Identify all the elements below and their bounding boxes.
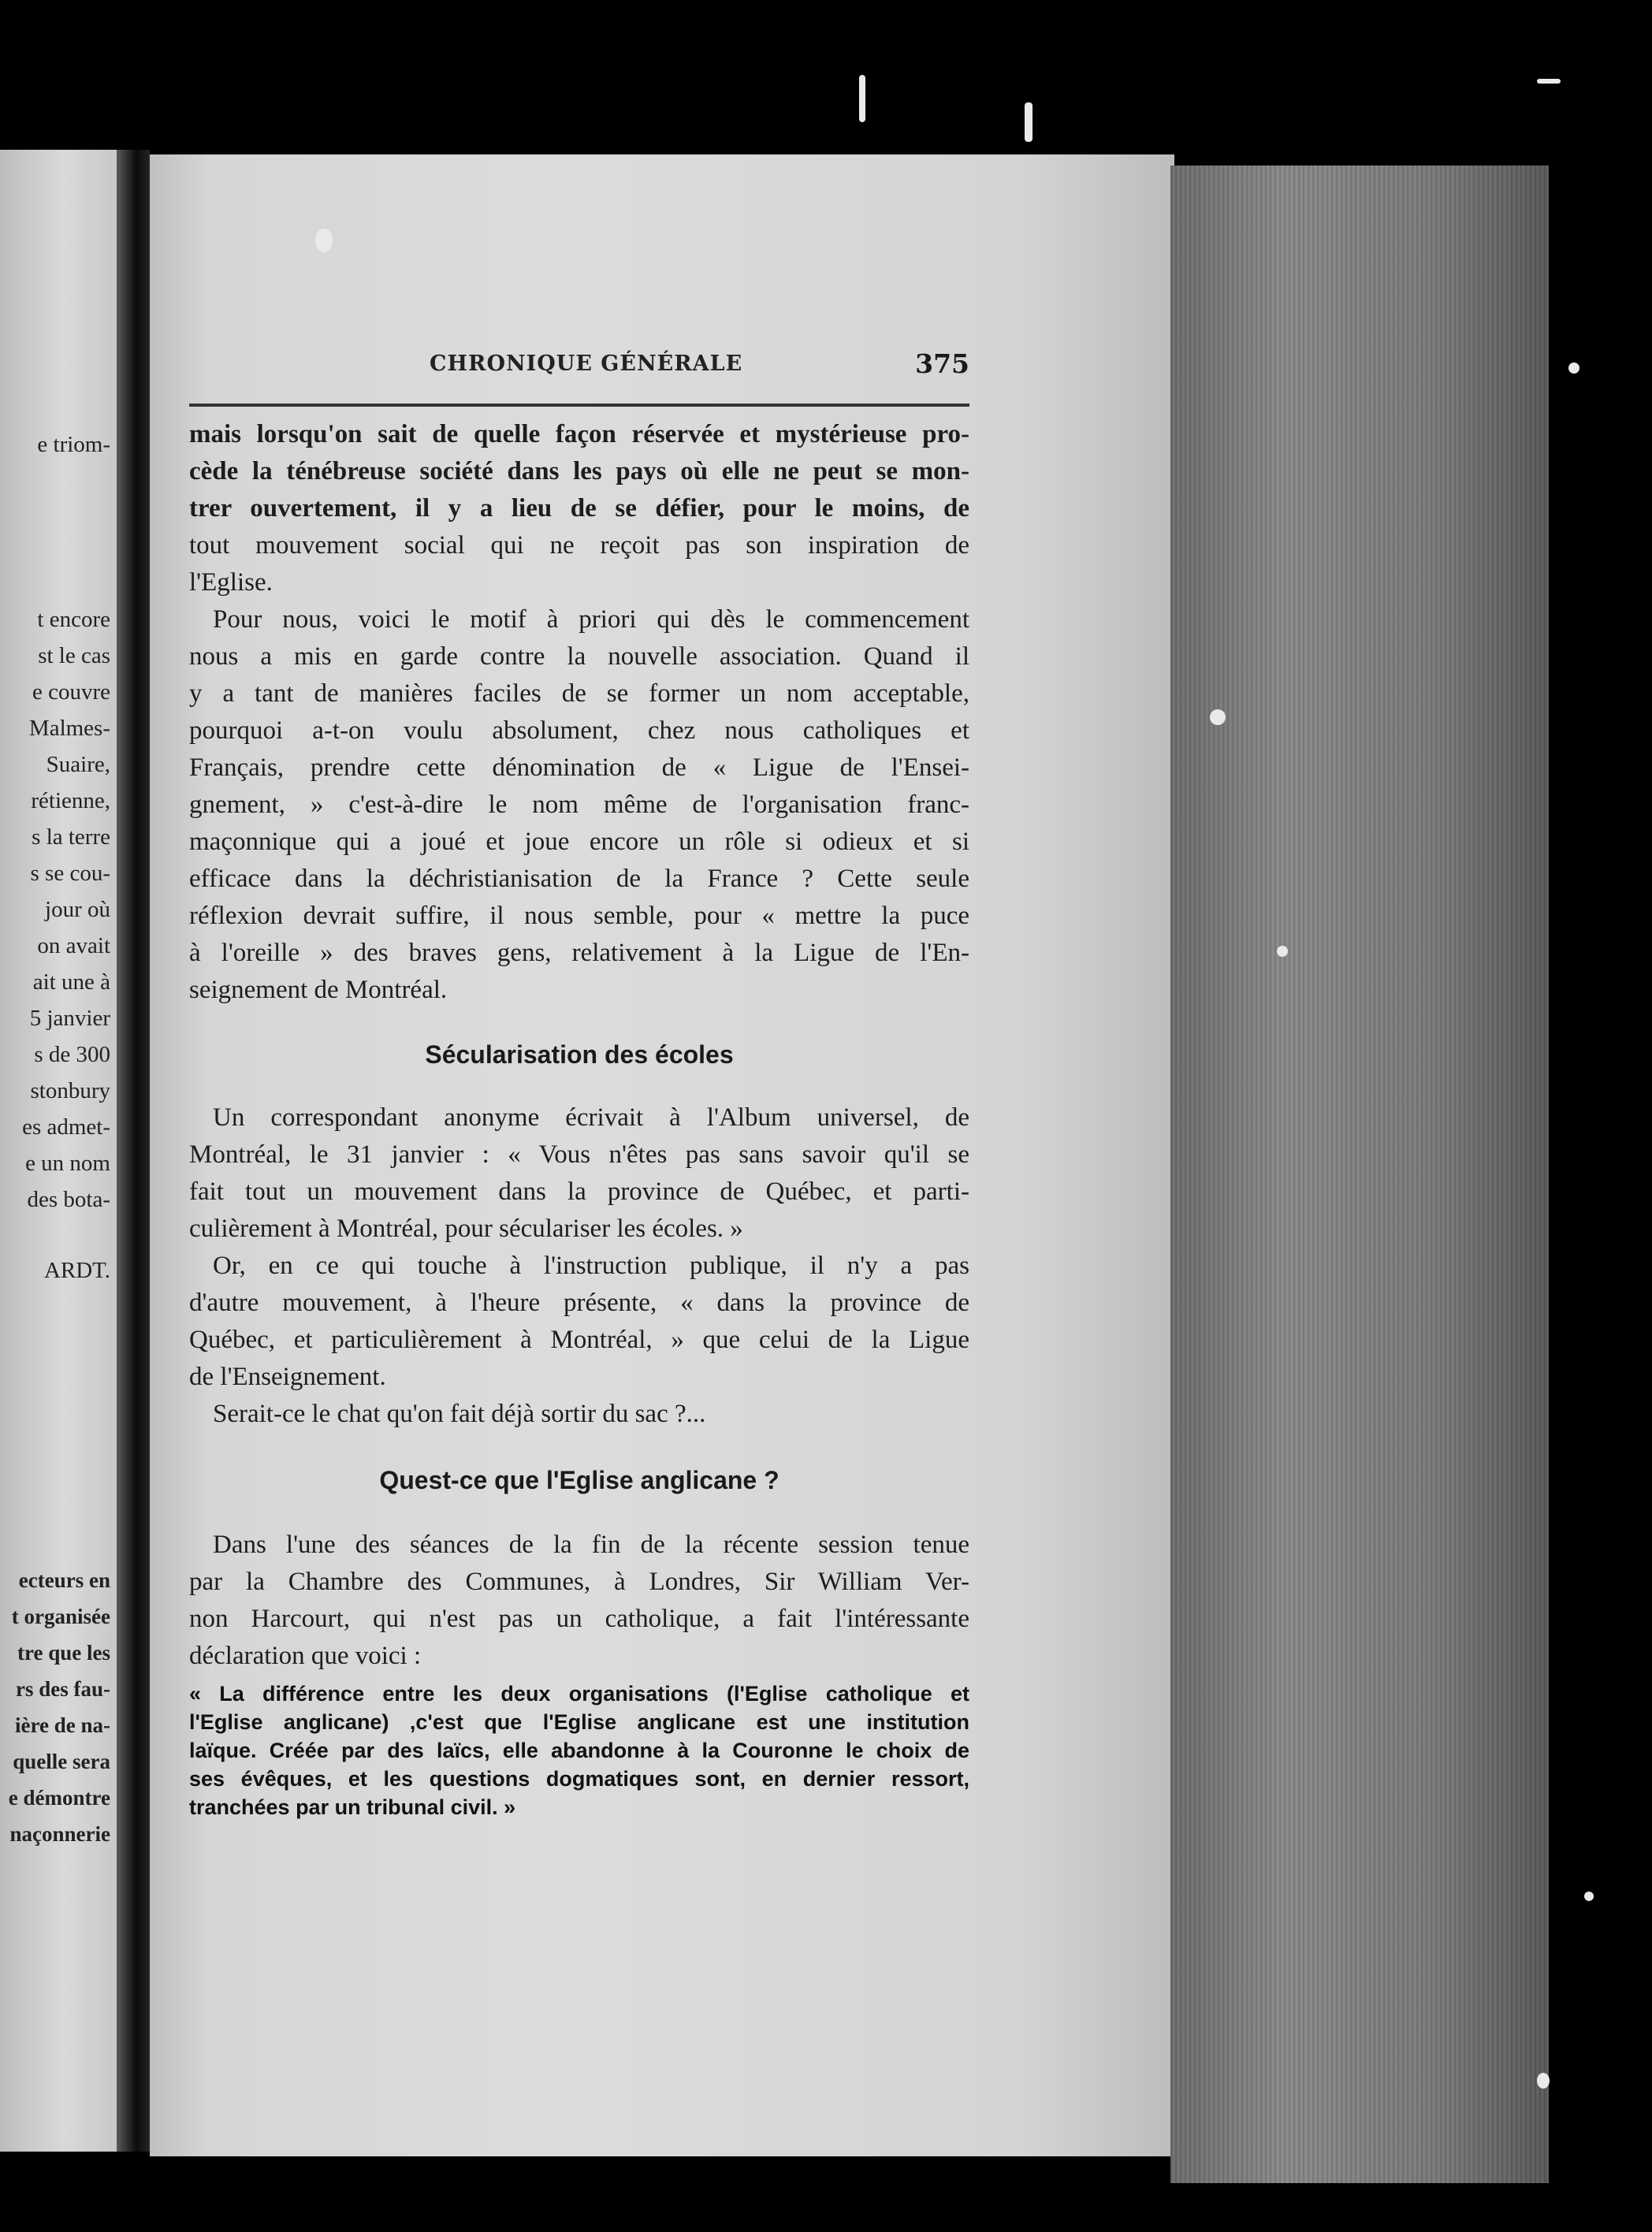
scan-dust: [1537, 79, 1561, 84]
section-2-body: [189, 1527, 969, 1675]
text-line: cède la ténébreuse société dans les pays où elle ne peut se mon-: [189, 457, 969, 485]
text-line: trer ouvertement, il y a lieu de se défier, pour le moins, de: [189, 494, 969, 523]
text-line: maçonnique qui a joué et joue encore un rôle si odieux et si: [189, 828, 969, 856]
left-page-fragment: Malmes-: [28, 716, 110, 741]
scan-dust: [315, 229, 333, 252]
text-line: déclaration que voici :: [189, 1642, 422, 1670]
paragraph-2: [189, 601, 969, 1009]
page-number: 375: [915, 348, 969, 379]
scan-dust: [1025, 102, 1032, 142]
section-heading-eglise-anglicane: Quest-ce que l'Eglise anglicane ?: [379, 1466, 779, 1494]
quote-line: ses évêques, et les questions dogmatiques sont, en dernier ressort,: [189, 1767, 969, 1791]
text-line: non Harcourt, qui n'est pas un catholique, a fait l'intéressante: [189, 1605, 969, 1633]
body-text: [189, 416, 969, 1821]
left-page-fragment: st le cas: [38, 643, 110, 668]
page-block-edge: [1170, 166, 1549, 2183]
left-page-fragment: e couvre: [32, 679, 110, 705]
scan-dust: [1210, 709, 1226, 725]
scan-dust: [1584, 1892, 1594, 1901]
text-line: mais lorsqu'on sait de quelle façon réservée et mystérieuse pro-: [189, 420, 969, 448]
left-page-fragment: s se cou-: [30, 861, 110, 886]
text-line: efficace dans la déchristianisation de la France ? Cette seule: [189, 865, 969, 893]
left-page-fragment: ARDT.: [43, 1258, 110, 1283]
text-line: à l'oreille » des braves gens, relativement à la Ligue de l'En-: [189, 939, 969, 967]
left-page-fragment: tre que les: [17, 1641, 110, 1665]
left-page-fragment: stonbury: [30, 1078, 110, 1103]
text-line: de l'Enseignement.: [189, 1363, 386, 1391]
left-page-fragment: e un nom: [25, 1151, 110, 1176]
left-page-fragment: e triom-: [37, 432, 110, 457]
text-line: d'autre mouvement, à l'heure présente, « dans la province de: [189, 1289, 969, 1317]
section-heading-secularisation: Sécularisation des écoles: [425, 1040, 734, 1069]
left-page-fragment: quelle sera: [13, 1750, 110, 1773]
text-line: Français, prendre cette dénomination de « Ligue de l'Ensei-: [189, 753, 969, 782]
text-line: nous a mis en garde contre la nouvelle association. Quand il: [189, 642, 969, 671]
text-line: Un correspondant anonyme écrivait à l'Album universel, de: [213, 1103, 969, 1132]
text-line: par la Chambre des Communes, à Londres, Sir William Ver-: [189, 1568, 969, 1596]
text-line: gnement, » c'est-à-dire le nom même de l'organisation franc-: [189, 790, 969, 819]
left-page-fragment: es admet-: [22, 1114, 110, 1140]
text-line: culièrement à Montréal, pour séculariser les écoles. »: [189, 1215, 743, 1243]
running-title: CHRONIQUE GÉNÉRALE: [430, 352, 743, 376]
text-line: seignement de Montréal.: [189, 976, 448, 1004]
quote-line: l'Eglise anglicane) ,c'est que l'Eglise anglicane est une institution: [189, 1710, 969, 1734]
left-page-fragment: 5 janvier: [29, 1006, 110, 1031]
text-line: y a tant de manières faciles de se former un nom acceptable,: [189, 679, 969, 708]
left-page-fragment: s la terre: [32, 824, 110, 850]
text-line: Dans l'une des séances de la fin de la récente session tenue: [213, 1531, 969, 1559]
left-page-fragment: jour où: [45, 897, 110, 922]
left-page-fragment: naçonnerie: [9, 1822, 110, 1846]
left-page-fragment: ecteurs en: [18, 1568, 110, 1592]
left-page-fragment: ait une à: [32, 969, 110, 995]
block-quote: [189, 1680, 969, 1821]
left-page-fragment: rétienne,: [31, 788, 110, 813]
left-page-fragment: rs des fau-: [16, 1677, 110, 1701]
left-page-fragment: t organisée: [11, 1605, 110, 1628]
left-page-fragment: on avait: [37, 933, 110, 958]
left-page-fragment: ière de na-: [15, 1713, 110, 1737]
text-line: pourquoi a-t-on voulu absolument, chez nous catholiques et: [189, 716, 969, 745]
running-head: [189, 348, 969, 391]
header-rule: [189, 404, 969, 407]
text-line: l'Eglise.: [189, 568, 273, 597]
left-page-fragment: e démontre: [8, 1786, 110, 1810]
scan-dust: [1277, 946, 1288, 957]
text-line: fait tout un mouvement dans la province de Québec, et parti-: [189, 1177, 969, 1206]
scan-dust: [1537, 2073, 1550, 2089]
text-line: Serait-ce le chat qu'on fait déjà sortir du sac ?...: [213, 1400, 706, 1428]
text-line: Montréal, le 31 janvier : « Vous n'êtes pas sans savoir qu'il se: [189, 1140, 969, 1169]
quote-line: « La différence entre les deux organisations (l'Eglise catholique et: [189, 1682, 969, 1706]
paragraph-1: [189, 416, 969, 601]
quote-line: tranchées par un tribunal civil. »: [189, 1795, 516, 1819]
left-page-fragment: t encore: [37, 607, 110, 632]
scan-dust: [1568, 363, 1579, 374]
book-gutter: [117, 150, 150, 2152]
text-line: réflexion devrait suffire, il nous semble, pour « mettre la puce: [189, 902, 969, 930]
left-page-fragment: s de 300: [34, 1042, 110, 1067]
text-line: Québec, et particulièrement à Montréal, » que celui de la Ligue: [189, 1326, 969, 1354]
text-line: tout mouvement social qui ne reçoit pas son inspiration de: [189, 531, 969, 560]
scan-dust: [859, 75, 865, 122]
text-line: Pour nous, voici le motif à priori qui dès le commencement: [213, 605, 969, 634]
quote-line: laïque. Créée par des laïcs, elle abandonne à la Couronne le choix de: [189, 1739, 969, 1762]
text-line: Or, en ce qui touche à l'instruction publique, il n'y a pas: [213, 1252, 969, 1280]
section-1-body: [189, 1099, 969, 1433]
left-page-fragment: Suaire,: [46, 752, 110, 777]
left-page-fragment: des bota-: [27, 1187, 110, 1212]
